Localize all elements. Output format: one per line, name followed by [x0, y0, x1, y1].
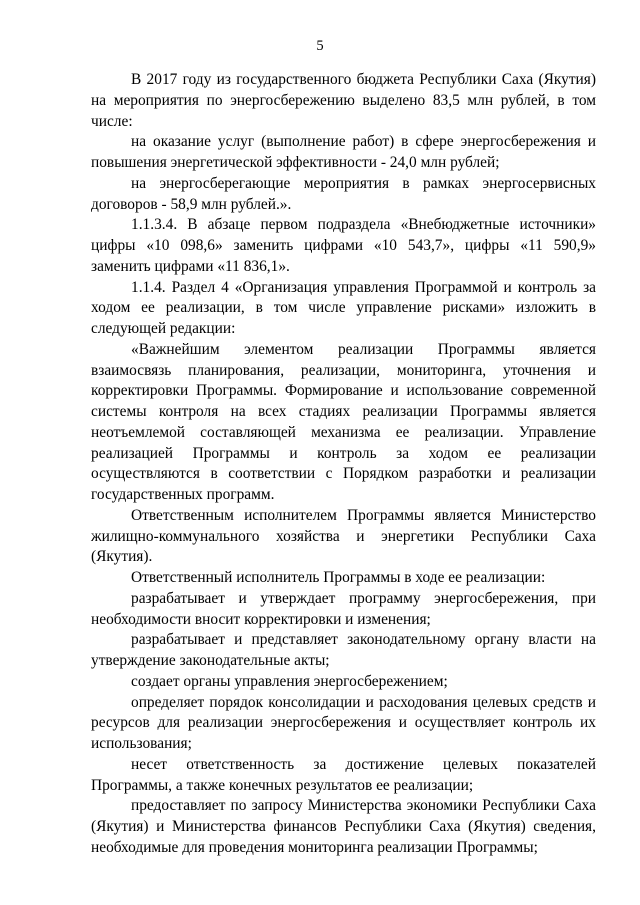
paragraph: на оказание услуг (выполнение работ) в сфере энергосбережения и повышения энергетической эффективности - 24,0 млн рублей; [91, 133, 596, 171]
paragraph: 1.1.3.4. В абзаце первом подраздела «Внебюджетные источники» цифры «10 098,6» заменить цифрами «10 543,7», цифры «11 590,9» заменить цифрами «11 836,1». [91, 216, 596, 275]
paragraph: 1.1.4. Раздел 4 «Организация управления Программой и контроль за ходом ее реализации, в том числе управление рисками» изложить в следующей редакции: [91, 278, 596, 337]
paragraph: разрабатывает и утверждает программу энергосбережения, при необходимости вносит корректировки и изменения; [91, 589, 596, 628]
paragraph: на энергосберегающие мероприятия в рамках энергосервисных договоров - 58,9 млн рублей.». [91, 174, 596, 213]
document-body [91, 70, 596, 859]
paragraph: определяет порядок консолидации и расходования целевых средств и ресурсов для реализации энергосбережения и осуществляет контроль их использования; [91, 693, 596, 752]
paragraph: несет ответственность за достижение целевых показателей Программы, а также конечных результатов ее реализации; [91, 755, 596, 794]
paragraph: предоставляет по запросу Министерства экономики Республики Саха (Якутия) и Министерства финансов Республики Саха (Якутия) сведения, необходимые для проведения мониторинга реализации Программы; [91, 797, 596, 856]
paragraph: Ответственный исполнитель Программы в ходе ее реализации: [131, 569, 546, 586]
page-number: 5 [316, 38, 324, 54]
paragraph: разрабатывает и представляет законодательному органу власти на утверждение законодательные акты; [91, 631, 596, 669]
paragraph: В 2017 году из государственного бюджета Республики Саха (Якутия) на мероприятия по энергосбережению выделено 83,5 млн рублей, в том числе: [91, 71, 596, 130]
paragraph: создает органы управления энергосбережением; [131, 672, 448, 690]
paragraph: Ответственным исполнителем Программы является Министерство жилищно-коммунального хозяйства и энергетики Республики Саха (Якутия). [91, 506, 596, 566]
paragraph: «Важнейшим элементом реализации Программы является взаимосвязь планирования, реализации, мониторинга, уточнения и корректировки Программы. Формирование и использование современной системы контроля на всех стадиях реализации Программы является неотъемлемой составляющей механизма ее реализации. Управление реализацией Программы и контроль за ходом ее реализации осуществляются в соответствии с Порядком разработки и реализации государственных программ. [91, 340, 596, 503]
